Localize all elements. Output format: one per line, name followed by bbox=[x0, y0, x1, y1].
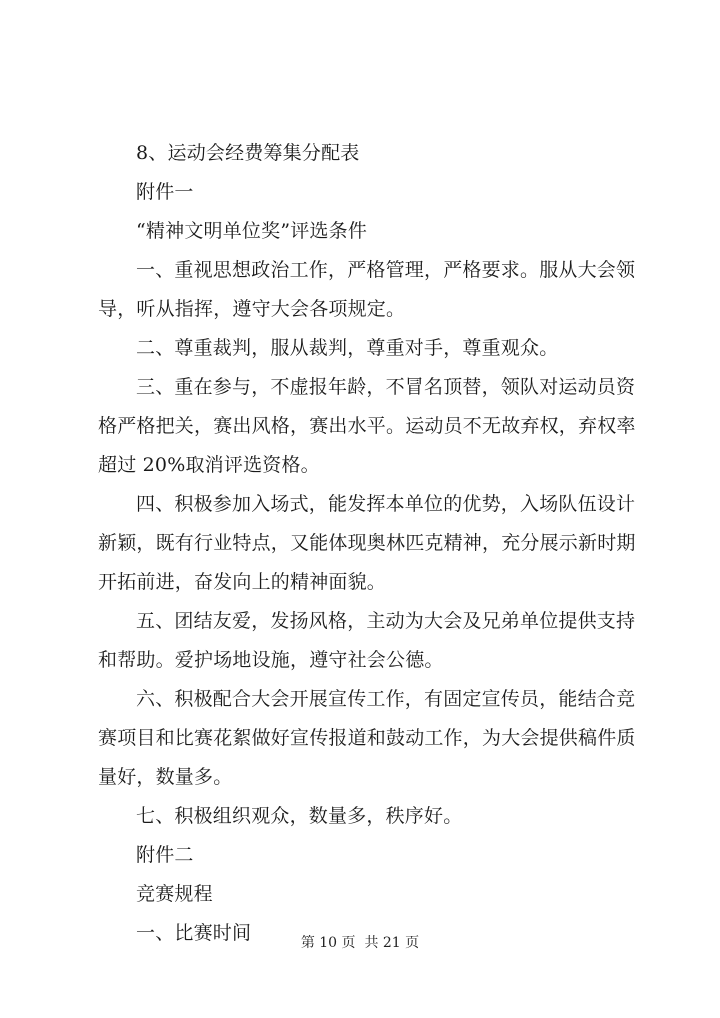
paragraph-line: 赛项目和比赛花絮做好宣传报道和鼓动工作，为大会提供稿件质 bbox=[98, 727, 636, 749]
page-number-label: 第 10 页 共 21 页 bbox=[300, 935, 420, 951]
paragraph-line: 一、重视思想政治工作，严格管理，严格要求。服从大会领 bbox=[136, 259, 636, 281]
paragraph-line: 三、重在参与，不虚报年龄，不冒名顶替，领队对运动员资 bbox=[136, 376, 636, 398]
paragraph-line: 格严格把关，赛出风格，赛出水平。运动员不无故弃权，弃权率 bbox=[98, 415, 636, 437]
paragraph-5 bbox=[98, 604, 636, 677]
attachment-one-title: 附件一 bbox=[136, 181, 194, 203]
paragraph-line: 和帮助。爱护场地设施，遵守社会公德。 bbox=[98, 649, 444, 671]
paragraph-line: 量好，数量多。 bbox=[98, 766, 233, 788]
paragraph-6 bbox=[98, 682, 636, 794]
award-criteria-title: “精神文明单位奖”评选条件 bbox=[136, 220, 368, 242]
paragraph-line: 四、积极参加入场式，能发挥本单位的优势，入场队伍设计 bbox=[136, 493, 636, 515]
paragraph-line: 超过 20%取消评选资格。 bbox=[98, 454, 320, 476]
section-competition-time: 一、比赛时间 bbox=[136, 922, 252, 944]
paragraph-line: 开拓前进，奋发向上的精神面貌。 bbox=[98, 571, 387, 593]
paragraph-line: 新颖，既有行业特点，又能体现奥林匹克精神，充分展示新时期 bbox=[98, 532, 636, 554]
paragraph-4 bbox=[98, 487, 636, 599]
document-body bbox=[98, 136, 636, 955]
paragraph-line: 六、积极配合大会开展宣传工作，有固定宣传员，能结合竞 bbox=[136, 688, 636, 710]
paragraph-2 bbox=[98, 331, 628, 365]
paragraph-1 bbox=[98, 253, 636, 326]
page-footer bbox=[0, 932, 720, 952]
paragraph-3 bbox=[98, 370, 636, 482]
paragraph-7 bbox=[98, 799, 628, 833]
attachment-two-title: 附件二 bbox=[136, 844, 194, 866]
competition-rules-title: 竞赛规程 bbox=[136, 883, 213, 905]
paragraph-line: 五、团结友爱，发扬风格，主动为大会及兄弟单位提供支持 bbox=[136, 610, 636, 632]
heading-item-8: 8、运动会经费筹集分配表 bbox=[136, 142, 360, 164]
paragraph-line: 二、尊重裁判，服从裁判，尊重对手，尊重观众。 bbox=[136, 337, 559, 359]
paragraph-line: 导，听从指挥，遵守大会各项规定。 bbox=[98, 298, 406, 320]
paragraph-line: 七、积极组织观众，数量多，秩序好。 bbox=[136, 805, 463, 827]
